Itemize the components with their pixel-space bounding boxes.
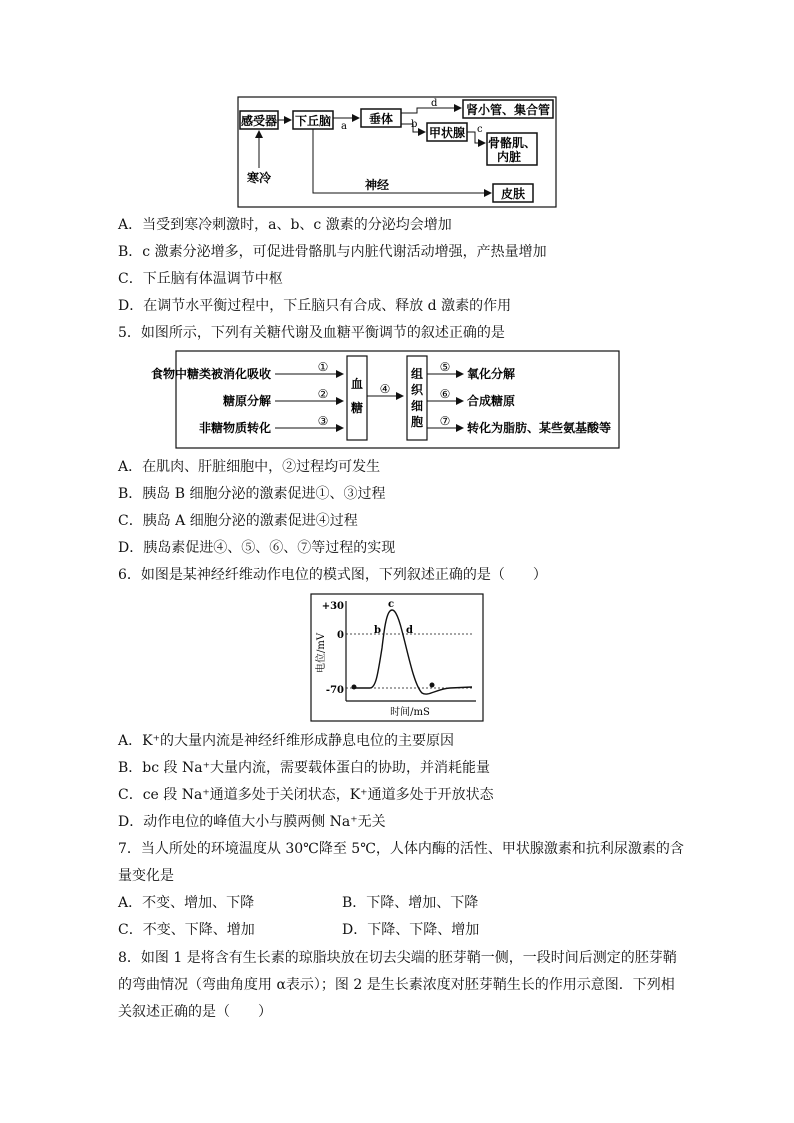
arrow-label-a: a xyxy=(341,121,347,132)
tissue-char-4: 胞 xyxy=(410,415,424,429)
output-2: 合成糖原 xyxy=(467,394,516,408)
q6-option-c[interactable]: C．ce 段 Na⁺通道多处于关闭状态，K⁺通道多处于开放状态 xyxy=(118,787,494,803)
q7-stem-line-1: 7．当人所处的环境温度从 30℃降至 5℃，人体内酶的活性、甲状腺激素和抗利尿激素的含 xyxy=(118,841,684,857)
thyroid-label: 甲状腺 xyxy=(428,126,466,140)
action-potential-graph xyxy=(310,593,484,723)
point-c: c xyxy=(388,599,395,610)
q5-stem: 5．如图所示，下列有关糖代谢及血糖平衡调节的叙述正确的是 xyxy=(118,325,505,341)
x-axis-label: 时间/mS xyxy=(390,707,430,718)
point-d: d xyxy=(406,625,413,636)
q4-option-c[interactable]: C．下丘脑有体温调节中枢 xyxy=(118,271,283,287)
q7-option-row-2 xyxy=(118,921,678,939)
blood-glucose-char-2: 糖 xyxy=(350,401,364,415)
blood-glucose-char-1: 血 xyxy=(350,377,364,391)
q8-stem-line-2: 的弯曲情况（弯曲角度用 α表示）；图 2 是生长素浓度对胚芽鞘生长的作用示意图．下列相 xyxy=(118,977,675,993)
output-1: 氧化分解 xyxy=(467,367,516,381)
process-2: ② xyxy=(317,387,329,401)
tissue-char-3: 细 xyxy=(410,399,424,413)
q7-stem-line-2: 量变化是 xyxy=(118,868,174,884)
q4-option-a[interactable]: A．当受到寒冷刺激时，a、b、c 激素的分泌均会增加 xyxy=(118,217,452,233)
y-tick-bottom: -70 xyxy=(325,685,344,696)
tissue-char-2: 织 xyxy=(410,383,424,397)
source-2: 糖原分解 xyxy=(222,394,271,408)
arrow-label-c: c xyxy=(477,124,483,135)
source-3: 非糖物质转化 xyxy=(198,421,271,435)
cold-label: 寒冷 xyxy=(246,171,272,185)
q7-option-b[interactable]: B．下降、增加、下降 xyxy=(342,895,479,911)
q8-stem-line-1: 8．如图 1 是将含有生长素的琼脂块放在切去尖端的胚芽鞘一侧，一段时间后测定的胚芽鞘 xyxy=(118,950,677,966)
point-a-dot xyxy=(352,685,357,690)
q6-option-b[interactable]: B．bc 段 Na⁺大量内流，需要载体蛋白的协助，并消耗能量 xyxy=(118,760,490,776)
q6-option-a[interactable]: A．K⁺的大量内流是神经纤维形成静息电位的主要原因 xyxy=(118,733,454,749)
potential-curve xyxy=(352,610,472,694)
arrow-label-d: d xyxy=(431,98,438,109)
point-e-dot xyxy=(430,683,435,688)
nerve-label: 神经 xyxy=(364,178,390,192)
receptor-label: 感受器 xyxy=(240,114,278,128)
q6-stem: 6．如图是某神经纤维动作电位的模式图，下列叙述正确的是（ ） xyxy=(118,567,547,583)
blood-glucose-diagram xyxy=(150,350,620,450)
muscle-label-1: 骨骼肌、 xyxy=(487,136,537,150)
q8-stem-line-3: 关叙述正确的是（ ） xyxy=(118,1004,272,1020)
q4-option-d[interactable]: D．在调节水平衡过程中，下丘脑只有合成、释放 d 激素的作用 xyxy=(118,298,512,314)
skin-label: 皮肤 xyxy=(500,187,526,201)
y-tick-zero: 0 xyxy=(337,630,344,641)
point-b: b xyxy=(374,625,381,636)
kidney-label: 肾小管、集合管 xyxy=(465,103,551,117)
q5-option-a[interactable]: A．在肌肉、肝脏细胞中，②过程均可发生 xyxy=(118,459,381,475)
process-5: ⑤ xyxy=(439,360,451,374)
tissue-char-1: 组 xyxy=(410,367,424,381)
arrow-label-b: b xyxy=(411,119,418,130)
pituitary-label: 垂体 xyxy=(368,112,394,126)
hypothalamus-label: 下丘脑 xyxy=(294,114,332,128)
output-3: 转化为脂肪、某些氨基酸等 xyxy=(467,421,612,435)
q7-option-row-1 xyxy=(118,894,678,912)
q5-option-d[interactable]: D．胰岛素促进④、⑤、⑥、⑦等过程的实现 xyxy=(118,540,396,556)
process-6: ⑥ xyxy=(439,387,451,401)
hormone-regulation-diagram xyxy=(237,96,557,208)
q7-option-d[interactable]: D．下降、下降、增加 xyxy=(342,922,480,938)
y-tick-top: +30 xyxy=(321,601,344,612)
q5-option-c[interactable]: C．胰岛 A 细胞分泌的激素促进④过程 xyxy=(118,513,358,529)
q7-option-a[interactable]: A．不变、增加、下降 xyxy=(118,895,255,911)
source-1: 食物中糖类被消化吸收 xyxy=(150,367,271,381)
process-4: ④ xyxy=(379,382,391,396)
y-axis-label: 电位/mV xyxy=(316,632,327,674)
process-3: ③ xyxy=(317,414,329,428)
blood-glucose-box xyxy=(347,356,367,440)
q4-option-b[interactable]: B．c 激素分泌增多，可促进骨骼肌与内脏代谢活动增强，产热量增加 xyxy=(118,244,547,260)
q7-option-c[interactable]: C．不变、下降、增加 xyxy=(118,922,255,938)
process-7: ⑦ xyxy=(439,414,451,428)
muscle-label-2: 内脏 xyxy=(496,150,522,164)
q6-option-d[interactable]: D．动作电位的峰值大小与膜两侧 Na⁺无关 xyxy=(118,814,386,830)
q5-option-b[interactable]: B．胰岛 B 细胞分泌的激素促进①、③过程 xyxy=(118,486,386,502)
process-1: ① xyxy=(317,360,329,374)
